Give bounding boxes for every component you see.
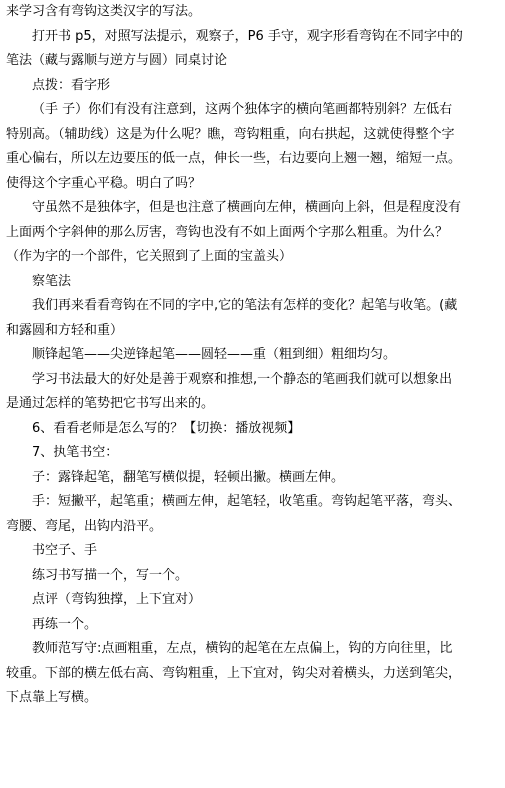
text-line: 和露圆和方轻和重）: [6, 322, 124, 338]
text-line: 学习书法最大的好处是善于观察和推想,一个静态的笔画我们就可以想象出: [32, 371, 453, 387]
text-line: 练习书写描一个，写一个。: [32, 567, 189, 583]
text-line: 下点靠上写横。: [6, 690, 98, 705]
text-line: 弯腰、弯尾，出钩内沿平。: [6, 518, 163, 534]
text-line: （手 子）你们有没有注意到，这两个独体字的横向笔画都特别斜？左低右: [32, 102, 453, 117]
text-line: 使得这个字重心平稳。明白了吗？: [6, 175, 202, 191]
text-line: 较重。下部的横左低右高、弯钩粗重，上下宜对，钩尖对着横头，力送到笔尖，: [6, 665, 462, 681]
text-line: 手：短撇平，起笔重；横画左伸，起笔轻，收笔重。弯钩起笔平落，弯头、: [32, 494, 462, 509]
text-line: 打开书 p5，对照写法提示，观察子，P6 手守，观字形看弯钩在不同字中的: [32, 28, 463, 44]
text-line: 6、看看老师是怎么写的？【切换：播放视频】: [32, 420, 301, 436]
text-line: 书空子、手: [32, 543, 98, 558]
text-line: 顺锋起笔——尖逆锋起笔——圆轻——重（粗到细）粗细均匀。: [32, 347, 397, 362]
text-line: 我们再来看看弯钩在不同的字中,它的笔法有怎样的变化？起笔与收笔。(藏: [32, 298, 458, 313]
text-line: 察笔法: [32, 273, 72, 289]
text-line: 子：露锋起笔，翻笔写横似提，轻顿出撇。横画左伸。: [32, 469, 345, 485]
text-line: 重心偏右，所以左边要压的低一点，伸长一些，右边要向上翘一翘，缩短一点。: [6, 151, 462, 166]
text-line: 上面两个字斜伸的那么厉害，弯钩也没有不如上面两个字那么粗重。为什么？: [6, 224, 449, 240]
text-line: 教师范写守:点画粗重，左点，横钩的起笔在左点偏上，钩的方向往里，比: [32, 641, 453, 656]
text-line: 是通过怎样的笔势把它书写出来的。: [6, 396, 215, 411]
text-line: 7、执笔书空：: [32, 445, 119, 460]
text-line: 点拨：看字形: [32, 77, 111, 93]
text-line: （作为字的一个部件，它关照到了上面的宝盖头）: [6, 249, 293, 264]
text-line: 来学习含有弯钩这类汉字的写法。: [6, 4, 202, 19]
text-line: 特别高。（辅助线）这是为什么呢？瞧，弯钩粗重，向右拱起，这就使得整个字: [6, 126, 455, 142]
text-line: 再练一个。: [32, 616, 98, 632]
text-line: 点评（弯钩独撑，上下宜对）: [32, 592, 202, 607]
text-line: 守虽然不是独体字，但是也注意了横画向左伸，横画向上斜，但是程度没有: [32, 200, 462, 215]
text-line: 笔法（藏与露顺与逆方与圆）同桌讨论: [6, 53, 228, 68]
